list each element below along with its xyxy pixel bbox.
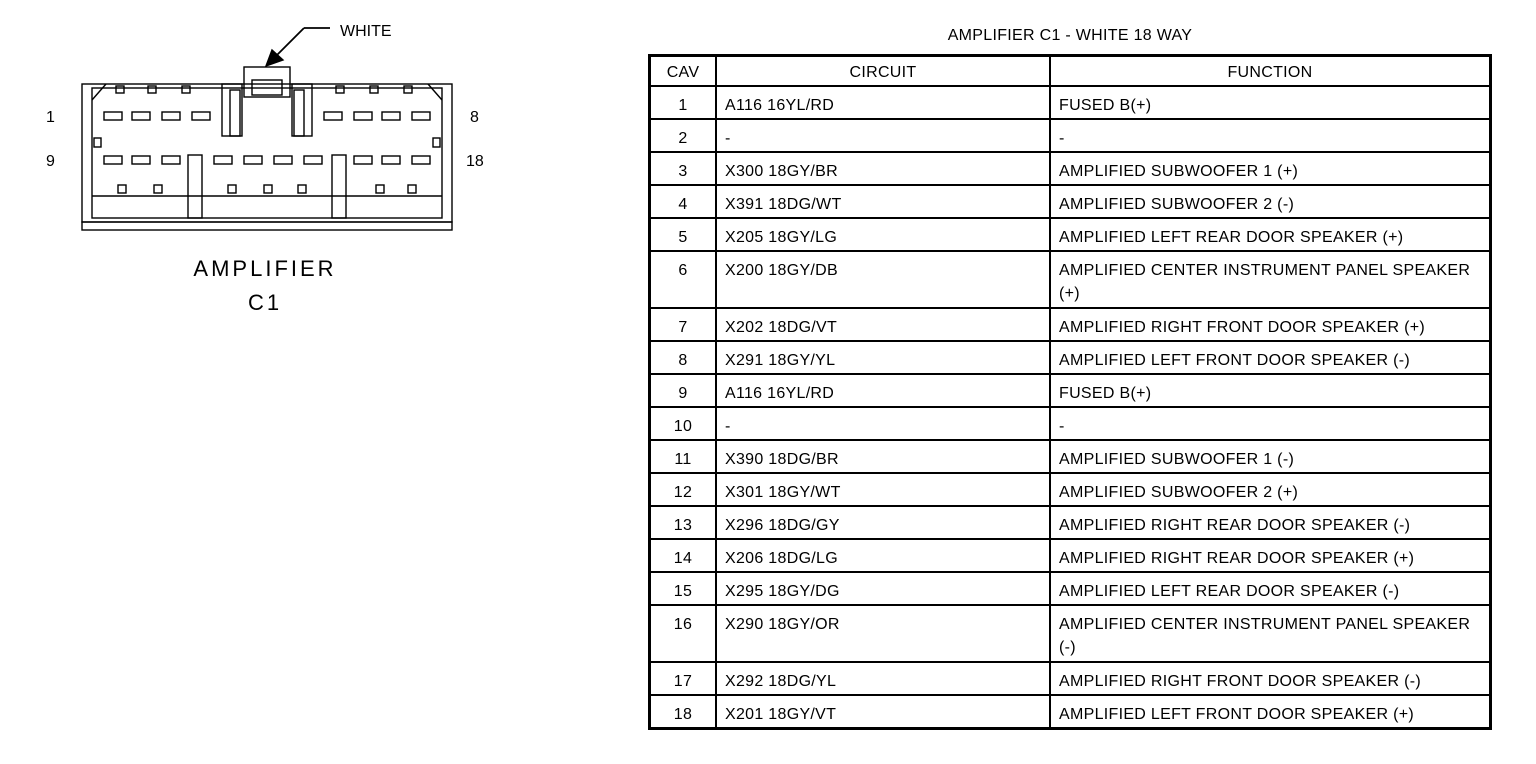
- table-row: [650, 218, 1491, 251]
- cell-cav: 12: [650, 473, 717, 506]
- cell-function: AMPLIFIED CENTER INSTRUMENT PANEL SPEAKER (-): [1050, 605, 1491, 662]
- cell-function: -: [1050, 407, 1491, 440]
- connector-caption-line2: C1: [247, 290, 283, 315]
- table-title: AMPLIFIER C1 - WHITE 18 WAY: [947, 27, 1193, 44]
- cell-cav: 17: [650, 662, 717, 695]
- cell-cav: 16: [650, 605, 717, 662]
- cell-cav: 1: [650, 86, 717, 119]
- table-row: [650, 572, 1491, 605]
- table-row: [650, 605, 1491, 662]
- table-row: [650, 152, 1491, 185]
- cell-function: AMPLIFIED LEFT FRONT DOOR SPEAKER (-): [1050, 341, 1491, 374]
- header-function: FUNCTION: [1050, 56, 1491, 87]
- cell-cav: 10: [650, 407, 717, 440]
- table-row: [650, 308, 1491, 341]
- table-row: [650, 341, 1491, 374]
- cell-function: AMPLIFIED SUBWOOFER 2 (-): [1050, 185, 1491, 218]
- pin-label-8: 8: [470, 109, 479, 126]
- table-row: [650, 662, 1491, 695]
- table-row: [650, 695, 1491, 729]
- cell-circuit: A116 16YL/RD: [716, 86, 1050, 119]
- cell-cav: 15: [650, 572, 717, 605]
- cell-cav: 11: [650, 440, 717, 473]
- cell-circuit: X300 18GY/BR: [716, 152, 1050, 185]
- cell-circuit: X201 18GY/VT: [716, 695, 1050, 729]
- table-row: [650, 539, 1491, 572]
- table-row: [650, 473, 1491, 506]
- header-circuit: CIRCUIT: [716, 56, 1050, 87]
- cell-cav: 5: [650, 218, 717, 251]
- cell-circuit: X295 18GY/DG: [716, 572, 1050, 605]
- cell-function: AMPLIFIED LEFT REAR DOOR SPEAKER (+): [1050, 218, 1491, 251]
- table-row: [650, 374, 1491, 407]
- cell-circuit: X390 18DG/BR: [716, 440, 1050, 473]
- cell-function: AMPLIFIED RIGHT FRONT DOOR SPEAKER (+): [1050, 308, 1491, 341]
- table-row: [650, 506, 1491, 539]
- cell-circuit: -: [716, 119, 1050, 152]
- table-header-row: [650, 56, 1491, 87]
- cell-cav: 3: [650, 152, 717, 185]
- cell-circuit: -: [716, 407, 1050, 440]
- table-row: [650, 251, 1491, 308]
- cell-cav: 13: [650, 506, 717, 539]
- cell-function: AMPLIFIED SUBWOOFER 2 (+): [1050, 473, 1491, 506]
- table-row: [650, 86, 1491, 119]
- cell-cav: 8: [650, 341, 717, 374]
- cell-circuit: X291 18GY/YL: [716, 341, 1050, 374]
- cell-circuit: X200 18GY/DB: [716, 251, 1050, 308]
- cell-function: -: [1050, 119, 1491, 152]
- cell-function: AMPLIFIED LEFT FRONT DOOR SPEAKER (+): [1050, 695, 1491, 729]
- cell-cav: 6: [650, 251, 717, 308]
- cell-function: AMPLIFIED LEFT REAR DOOR SPEAKER (-): [1050, 572, 1491, 605]
- cell-cav: 14: [650, 539, 717, 572]
- cell-circuit: X301 18GY/WT: [716, 473, 1050, 506]
- pinout-table: [648, 54, 1492, 730]
- table-row: [650, 119, 1491, 152]
- pin-label-1: 1: [46, 109, 55, 126]
- cell-function: AMPLIFIED RIGHT REAR DOOR SPEAKER (+): [1050, 539, 1491, 572]
- connector-caption-line1: AMPLIFIER: [193, 256, 337, 281]
- cell-cav: 2: [650, 119, 717, 152]
- table-row: [650, 407, 1491, 440]
- header-cav: CAV: [650, 56, 717, 87]
- cell-circuit: A116 16YL/RD: [716, 374, 1050, 407]
- callout-label: WHITE: [340, 23, 392, 40]
- cell-circuit: X206 18DG/LG: [716, 539, 1050, 572]
- cell-function: FUSED B(+): [1050, 86, 1491, 119]
- cell-function: AMPLIFIED RIGHT REAR DOOR SPEAKER (-): [1050, 506, 1491, 539]
- cell-circuit: X391 18DG/WT: [716, 185, 1050, 218]
- cell-function: AMPLIFIED SUBWOOFER 1 (+): [1050, 152, 1491, 185]
- cell-function: AMPLIFIED SUBWOOFER 1 (-): [1050, 440, 1491, 473]
- connector-diagram: [0, 0, 600, 330]
- cell-function: AMPLIFIED CENTER INSTRUMENT PANEL SPEAKER (+): [1050, 251, 1491, 308]
- cell-cav: 4: [650, 185, 717, 218]
- pin-label-18: 18: [466, 153, 484, 170]
- cell-circuit: X292 18DG/YL: [716, 662, 1050, 695]
- table-row: [650, 440, 1491, 473]
- table-row: [650, 185, 1491, 218]
- pin-label-9: 9: [46, 153, 55, 170]
- cell-cav: 18: [650, 695, 717, 729]
- cell-circuit: X205 18GY/LG: [716, 218, 1050, 251]
- cell-circuit: X202 18DG/VT: [716, 308, 1050, 341]
- cell-function: AMPLIFIED RIGHT FRONT DOOR SPEAKER (-): [1050, 662, 1491, 695]
- cell-cav: 9: [650, 374, 717, 407]
- cell-circuit: X296 18DG/GY: [716, 506, 1050, 539]
- cell-function: FUSED B(+): [1050, 374, 1491, 407]
- cell-cav: 7: [650, 308, 717, 341]
- cell-circuit: X290 18GY/OR: [716, 605, 1050, 662]
